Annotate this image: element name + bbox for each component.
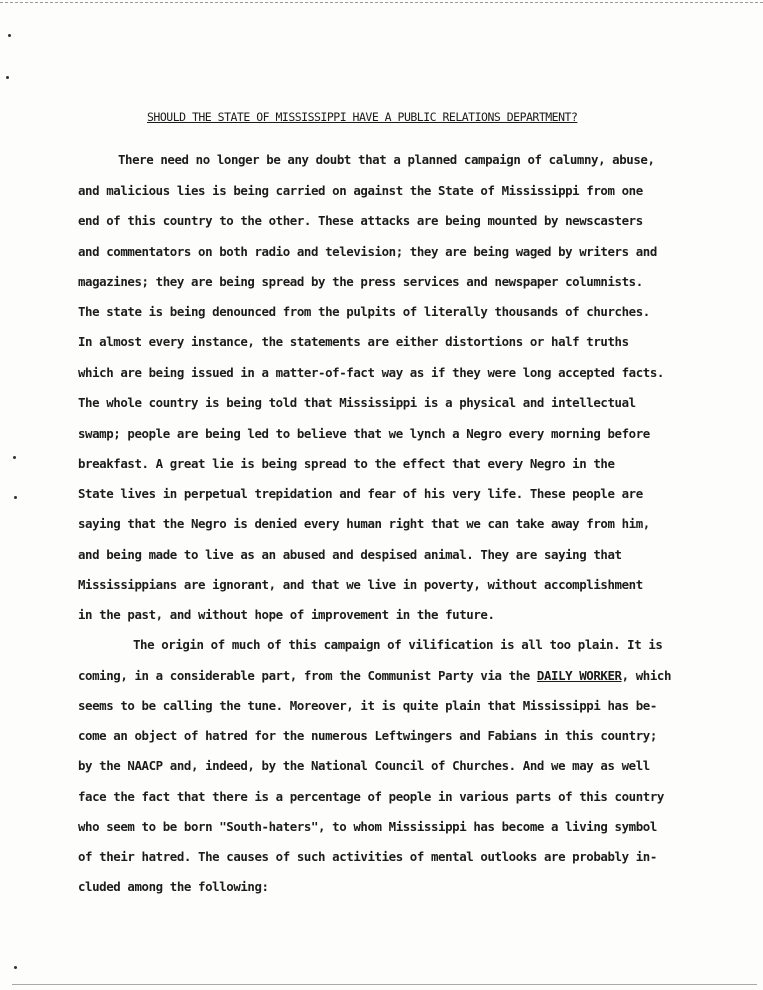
margin-speck — [6, 76, 9, 79]
paragraph-2-line: of their hatred. The causes of such activities of mental outlooks are probably in- — [78, 849, 657, 864]
paragraph-1-line: and being made to live as an abused and despised animal. They are saying that — [78, 547, 622, 562]
paragraph-2-line: The origin of much of this campaign of vilification is all too plain. It is — [133, 637, 663, 652]
paragraph-1-line: in the past, and without hope of improvement in the future. — [78, 607, 495, 622]
bottom-rule — [12, 984, 757, 985]
paragraph-2-line: come an object of hatred for the numerous Leftwingers and Fabians in this country; — [78, 728, 657, 743]
paragraph-1-line: and commentators on both radio and television; they are being waged by writers and — [78, 244, 657, 259]
paragraph-1-line: In almost every instance, the statements are either distortions or half truths — [78, 334, 629, 349]
paragraph-2-text: , which — [621, 668, 672, 683]
paragraph-1-line: State lives in perpetual trepidation and fear of his very life. These people are — [78, 486, 643, 501]
paragraph-1-line: The whole country is being told that Mississippi is a physical and intellectual — [78, 395, 636, 410]
paragraph-2-line: face the fact that there is a percentage of people in various parts of this country — [78, 789, 664, 804]
paragraph-1-line: Mississippians are ignorant, and that we live in poverty, without accomplishment — [78, 577, 643, 592]
paragraph-2-line: by the NAACP and, indeed, by the National Council of Churches. And we may as well — [78, 758, 650, 773]
top-dashed-border — [0, 2, 763, 3]
margin-speck — [14, 966, 17, 969]
paragraph-1-line: saying that the Negro is denied every human right that we can take away from him, — [78, 516, 650, 531]
paragraph-1-line: There need no longer be any doubt that a planned campaign of calumny, abuse, — [118, 152, 655, 167]
paragraph-1-line: swamp; people are being led to believe that we lynch a Negro every morning before — [78, 426, 650, 441]
paragraph-1-line: The state is being denounced from the pulpits of literally thousands of churches. — [78, 304, 650, 319]
margin-speck — [14, 496, 17, 499]
paragraph-1-line: breakfast. A great lie is being spread to the effect that every Negro in the — [78, 456, 615, 471]
margin-speck — [13, 456, 16, 459]
daily-worker-underlined: DAILY WORKER — [536, 668, 622, 683]
document-title: SHOULD THE STATE OF MISSISSIPPI HAVE A PUBLIC RELATIONS DEPARTMENT? — [147, 110, 578, 124]
paragraph-1-line: and malicious lies is being carried on against the State of Mississippi from one — [78, 183, 643, 198]
paragraph-2-line: cluded among the following: — [78, 879, 269, 894]
paragraph-1-line: which are being issued in a matter-of-fact way as if they were long accepted facts. — [78, 365, 664, 380]
paragraph-1-line: magazines; they are being spread by the press services and newspaper columnists. — [78, 274, 643, 289]
margin-speck — [8, 34, 11, 37]
paragraph-2-line: who seem to be born "South-haters", to whom Mississippi has become a living symbol — [78, 819, 657, 834]
paragraph-2-line: seems to be calling the tune. Moreover, it is quite plain that Mississippi has be- — [78, 698, 657, 713]
paragraph-1-line: end of this country to the other. These attacks are being mounted by newscasters — [78, 213, 643, 228]
paragraph-2-text: coming, in a considerable part, from the Communist Party via the — [78, 668, 537, 683]
paragraph-2-line — [78, 668, 671, 684]
